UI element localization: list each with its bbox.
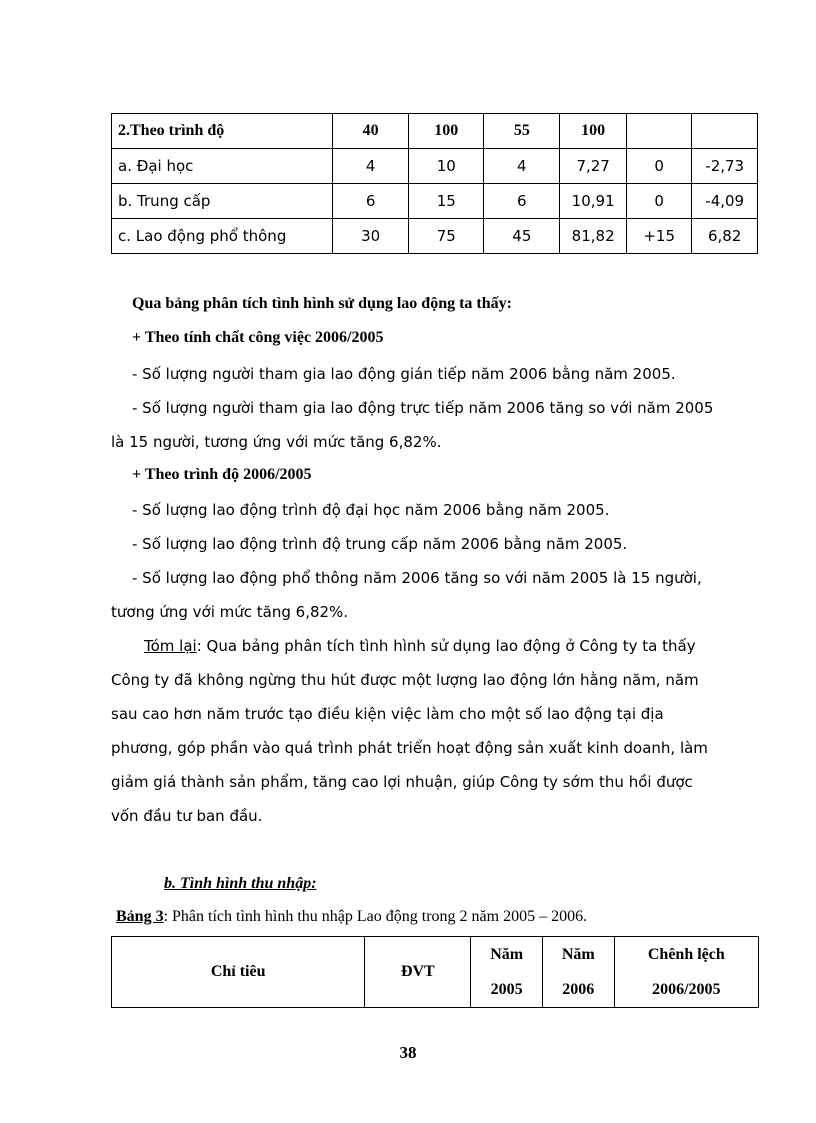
header-dvt: ĐVT (365, 937, 471, 1008)
caption-text: : Phân tích tình hình thu nhập Lao động trong 2 năm 2005 – 2006. (163, 908, 588, 925)
header-chenh-lech: Chênh lệch (614, 937, 758, 973)
table-cell: 15 (409, 184, 484, 219)
summary-line: Công ty đã không ngừng thu hút được một lượng lao động lớn hằng năm, năm (111, 671, 699, 689)
header-nam-2006: Năm (542, 937, 614, 973)
header-nam-2005: Năm (471, 937, 543, 973)
table-cell: 4 (333, 149, 409, 184)
table-cell: 10,91 (560, 184, 627, 219)
table-header-row (112, 937, 759, 973)
row-label: 2.Theo trình độ (112, 114, 333, 149)
summary-line: vốn đầu tư ban đầu. (111, 807, 263, 825)
paragraph: - Số lượng lao động trình độ đại học năm 2006 bằng năm 2005. (132, 501, 610, 519)
summary-line: phương, góp phần vào quá trình phát triển hoạt động sản xuất kinh doanh, làm (111, 739, 708, 757)
paragraph: tương ứng với mức tăng 6,82%. (111, 603, 349, 621)
table-cell: 100 (409, 114, 484, 149)
table-cell: 10 (409, 149, 484, 184)
header-year-2005: 2005 (471, 972, 543, 1008)
table-cell: 45 (484, 219, 560, 254)
table-cell: 55 (484, 114, 560, 149)
table-cell: 0 (626, 184, 691, 219)
row-label: c. Lao động phổ thông (112, 219, 333, 254)
summary-text: : Qua bảng phân tích tình hình sử dụng lao động ở Công ty ta thấy (196, 637, 696, 655)
heading-education: + Theo trình độ 2006/2005 (132, 466, 312, 483)
section-title: b. Tình hình thu nhập: (164, 875, 317, 892)
table-cell: -2,73 (692, 149, 758, 184)
row-label: a. Đại học (112, 149, 333, 184)
table-cell: 6 (333, 184, 409, 219)
table-cell (692, 114, 758, 149)
table-caption (116, 907, 587, 927)
table-row (112, 219, 758, 254)
summary-line (144, 636, 696, 656)
table-cell: 30 (333, 219, 409, 254)
summary-label: Tóm lại (144, 637, 197, 655)
table-row (112, 149, 758, 184)
table-cell: 6,82 (692, 219, 758, 254)
labor-table (111, 113, 758, 254)
table-row (112, 184, 758, 219)
summary-line: giảm giá thành sản phẩm, tăng cao lợi nhuận, giúp Công ty sớm thu hồi được (111, 773, 693, 791)
summary-line: sau cao hơn năm trước tạo điều kiện việc làm cho một số lao động tại địa (111, 705, 664, 723)
table-cell: 100 (560, 114, 627, 149)
header-ratio: 2006/2005 (614, 972, 758, 1008)
header-chi-tieu: Chỉ tiêu (112, 937, 365, 1008)
paragraph: là 15 người, tương ứng với mức tăng 6,82%. (111, 433, 442, 451)
intro-text: Qua bảng phân tích tình hình sử dụng lao động ta thấy: (132, 295, 512, 312)
table-cell: -4,09 (692, 184, 758, 219)
table-cell: 75 (409, 219, 484, 254)
table-cell: 7,27 (560, 149, 627, 184)
income-table (111, 936, 759, 1008)
table-cell: +15 (626, 219, 691, 254)
paragraph: - Số lượng người tham gia lao động gián tiếp năm 2006 bằng năm 2005. (132, 365, 676, 383)
caption-label: Bảng 3 (116, 908, 164, 925)
table-cell: 6 (484, 184, 560, 219)
table-cell (626, 114, 691, 149)
paragraph: - Số lượng lao động trình độ trung cấp năm 2006 bằng năm 2005. (132, 535, 628, 553)
paragraph: - Số lượng lao động phổ thông năm 2006 tăng so với năm 2005 là 15 người, (132, 569, 702, 587)
row-label: b. Trung cấp (112, 184, 333, 219)
table-cell: 0 (626, 149, 691, 184)
table-cell: 40 (333, 114, 409, 149)
table-row (112, 114, 758, 149)
heading-work-type: + Theo tính chất công việc 2006/2005 (132, 329, 384, 346)
page-number: 38 (399, 1043, 417, 1062)
paragraph: - Số lượng người tham gia lao động trực tiếp năm 2006 tăng so với năm 2005 (132, 399, 714, 417)
header-year-2006: 2006 (542, 972, 614, 1008)
table-cell: 81,82 (560, 219, 627, 254)
table-cell: 4 (484, 149, 560, 184)
